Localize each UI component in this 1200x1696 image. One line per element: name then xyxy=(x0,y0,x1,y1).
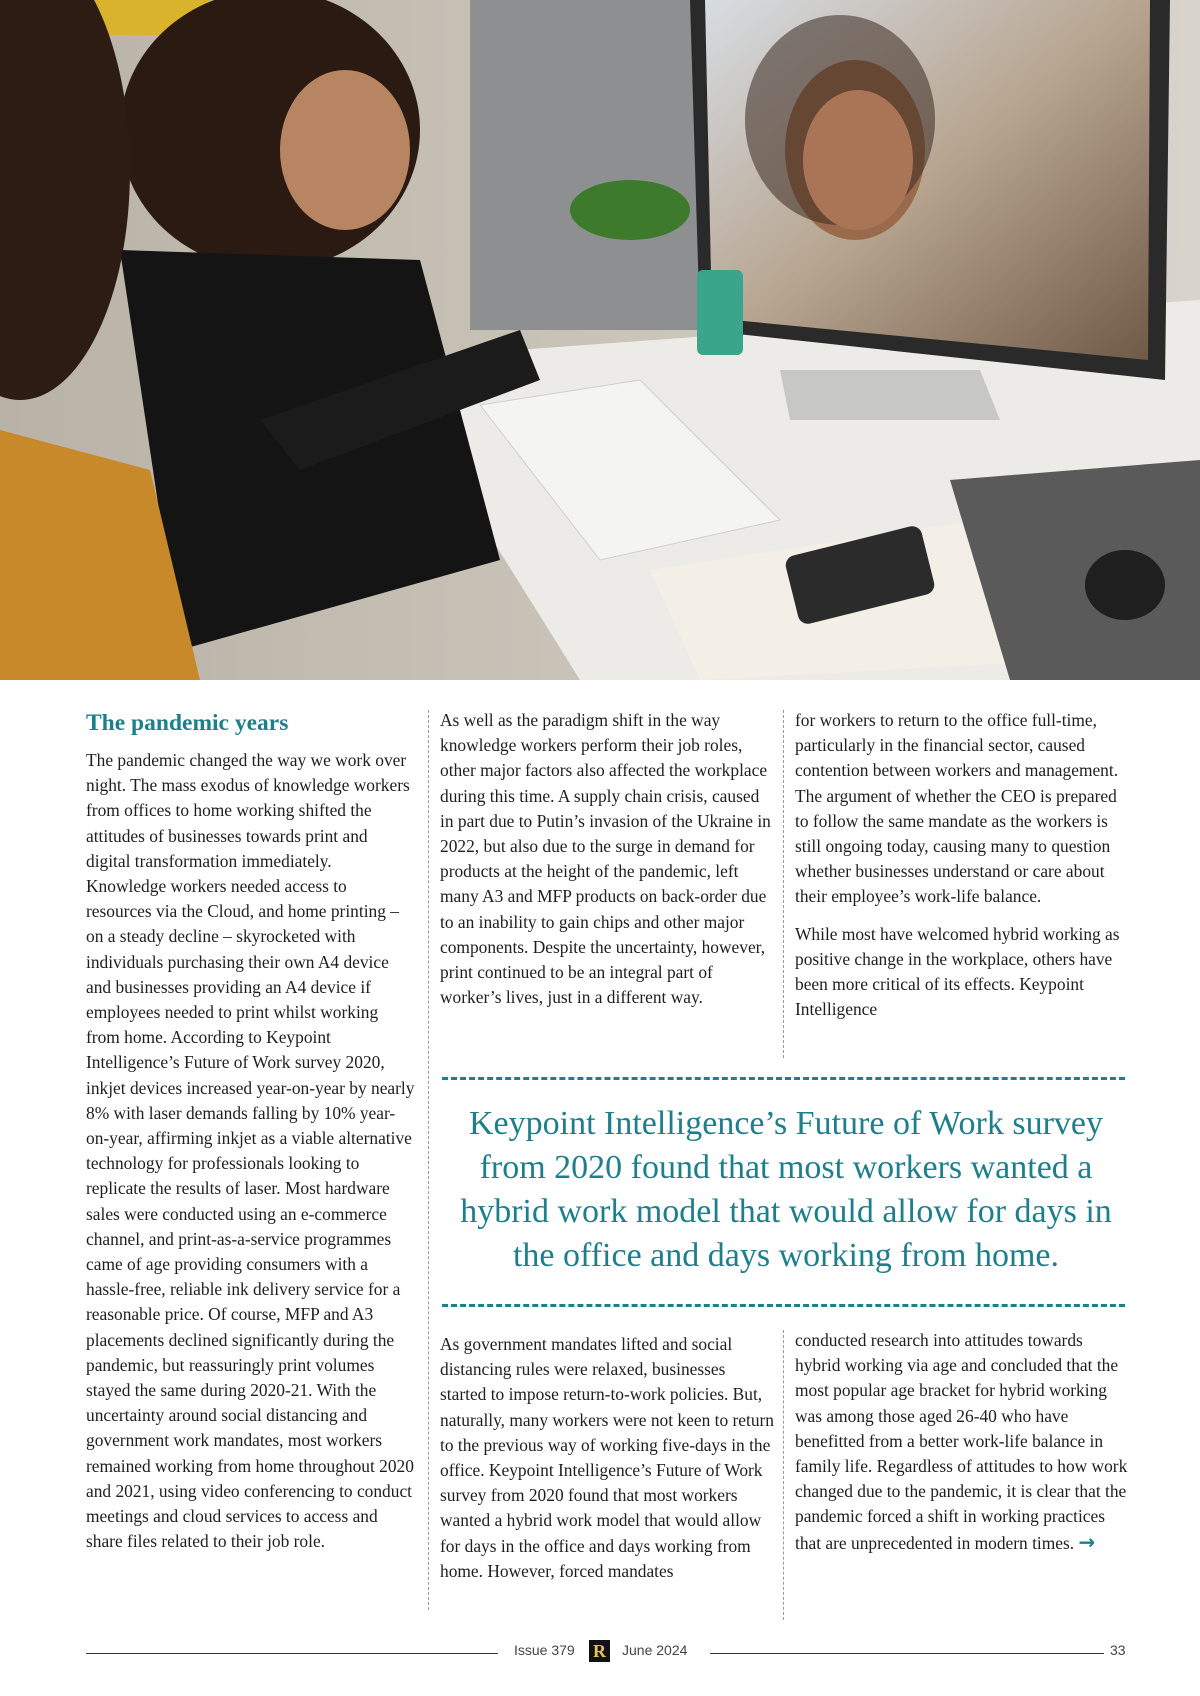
body-paragraph: for workers to return to the office full-time, particularly in the financial sector, caused contention between workers and management. The argument of whether the CEO is prepared to follow the same mandate as the workers is still ongoing today, causing many to question whether businesses understand or care about their employee’s work-life balance. xyxy=(795,710,1119,907)
body-paragraph xyxy=(795,1328,1130,1556)
column-2-top xyxy=(440,708,775,1010)
column-divider xyxy=(783,1330,784,1620)
hero-photo xyxy=(0,0,1200,680)
body-text: conducted research into attitudes towards hybrid working via age and concluded that the most popular age bracket for hybrid working was among those aged 26-40 who have benefitted from a better work-life balance in family life. Regardless of attitudes to how work changed due to the pandemic, it is clear that the pandemic forced a shift in working practices that are unprecedented in modern times. xyxy=(795,1330,1128,1553)
footer-rule-right xyxy=(710,1653,1104,1654)
body-paragraph: While most have welcomed hybrid working as positive change in the workplace, others have been more critical of its effects. Keypoint Intelligence xyxy=(795,923,1120,1020)
issue-date: June 2024 xyxy=(622,1642,688,1658)
issue-number: Issue 379 xyxy=(514,1642,575,1658)
column-3-bottom xyxy=(795,1328,1130,1556)
page-footer xyxy=(86,1640,1130,1664)
body-paragraph: As well as the paradigm shift in the way knowledge workers perform their job roles, other major factors also affected the workplace during this time. A supply chain crisis, caused in part due to Putin’s invasion of the Ukraine in 2022, but also due to the surge in demand for products at the height of the pandemic, left many A3 and MFP products on back-order due to an inability to gain chips and other major components. Despite the uncertainty, however, print continued to be an integral part of worker’s lives, just in a different way. xyxy=(440,710,771,1008)
arrow-right-icon: → xyxy=(1078,1529,1096,1554)
body-paragraph: The pandemic changed the way we work over night. The mass exodus of knowledge workers from offices to home working shifted the attitudes of businesses towards print and digital transformation immediately. Knowledge workers needed access to resources via the Cloud, and home printing – on a steady decline – skyrocketed with individuals purchasing their own A4 device and businesses providing an A4 device if employees needed to print whilst working from home. According to Keypoint Intelligence’s Future of Work survey 2020, inkjet devices increased year-on-year by nearly 8% with laser demands falling by 10% year-on-year, affirming inkjet as a viable alternative technology for professionals looking to replicate the results of laser. Most hardware sales were conducted using an e-commerce channel, and print-as-a-service programmes came of age providing consumers with a hassle-free, reliable ink delivery service for a reasonable price. Of course, MFP and A3 placements declined significantly during the pandemic, but reassuringly print volumes stayed the same during 2020-21. With the uncertainty around social distancing and government work mandates, most workers remained working from home throughout 2020 and 2021, using video conferencing to conduct meetings and cloud services to access and share files related to their job role. xyxy=(86,750,415,1552)
video-call-photo xyxy=(0,0,1200,680)
body-paragraph: As government mandates lifted and social distancing rules were relaxed, businesses started to impose return-to-work policies. But, naturally, many workers were not keen to return to the previous way of working five-days in the office. Keypoint Intelligence’s Future of Work survey from 2020 found that most workers wanted a hybrid work model that would allow for days in the office and days working from home. However, forced mandates xyxy=(440,1334,775,1581)
magazine-logo: R xyxy=(589,1640,610,1662)
column-divider xyxy=(783,710,784,1058)
section-heading: The pandemic years xyxy=(86,710,289,736)
column-2-bottom xyxy=(440,1332,775,1584)
pull-quote-rule-top xyxy=(442,1077,1125,1080)
column-divider xyxy=(428,710,429,1610)
pull-quote-rule-bottom xyxy=(442,1304,1125,1307)
pull-quote: Keypoint Intelligence’s Future of Work survey from 2020 found that most workers wanted a hybrid work model that would allow for days in the office and days working from home. xyxy=(460,1105,1112,1274)
column-1 xyxy=(86,708,416,1555)
footer-rule-left xyxy=(86,1653,498,1654)
column-3-top xyxy=(795,708,1130,1022)
page-number: 33 xyxy=(1110,1642,1126,1658)
